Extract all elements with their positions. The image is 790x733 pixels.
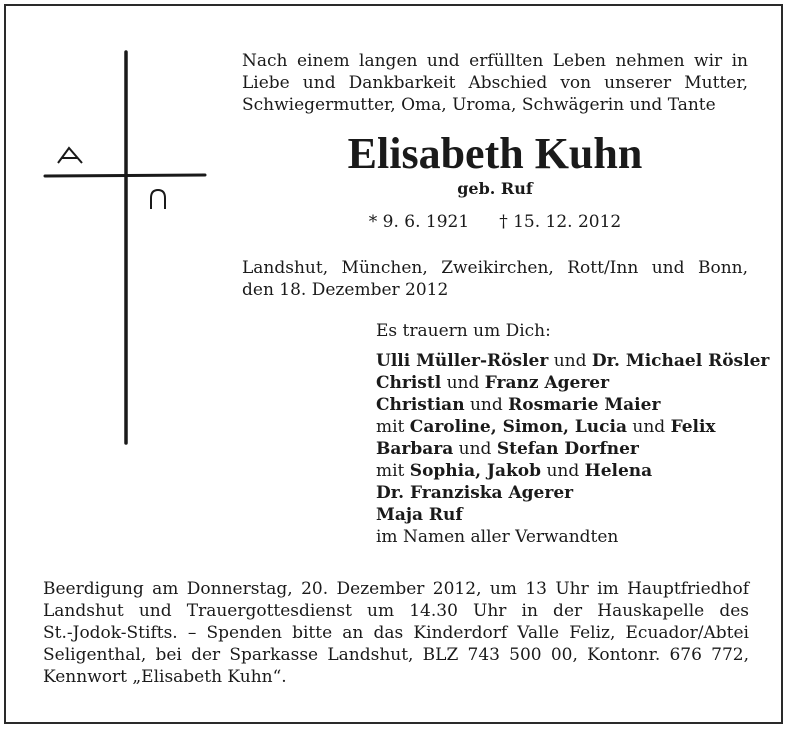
places-and-date [242,257,748,301]
mourner-connector: im Namen aller Verwandten [376,527,619,547]
mourner-name: Maja Ruf [376,505,463,525]
mourner-connector: mit [376,461,410,481]
omega-icon [151,190,165,209]
cross-symbol [0,0,240,470]
mourner-name: Sophia, Jakob [409,461,542,481]
date-line: den 18. Dezember 2012 [242,280,449,300]
intro-line: Liebe und Dankbarkeit Abschied von unserer Mutter, [242,73,748,93]
intro-text [242,50,748,116]
mourner-rows [376,350,770,548]
mourner-name: Dr. Michael Rösler [591,351,770,371]
mourner-connector: und [453,439,497,459]
places-line: Landshut, München, Zweikirchen, Rott/Inn und Bonn, [242,258,748,278]
mourner-name: Christian [376,395,465,415]
mourners-lead: Es trauern um Dich: [376,321,551,341]
mourner-connector: und [548,351,592,371]
mourner-connector: mit [376,417,410,437]
mourner-name: Ulli Müller-Rösler [376,351,549,371]
death-date: † 15. 12. 2012 [499,212,622,232]
mourners-list [376,320,770,548]
mourner-row [376,482,756,504]
funeral-line: Beerdigung am Donnerstag, 20. Dezember 2012, um 13 Uhr im Hauptfriedhof [43,579,749,599]
mourner-name: Caroline, Simon, Lucia [409,417,627,437]
mourner-name: Felix [670,417,716,437]
mourner-name: Franz Agerer [484,373,610,393]
intro-line: Nach einem langen und erfüllten Leben nehmen wir in [242,51,748,71]
funeral-line: Seligenthal, bei der Sparkasse Landshut, BLZ 743 500 00, Kontonr. 676 772, [43,645,749,665]
life-dates [242,211,748,233]
mourner-connector: und [626,417,671,437]
mourner-connector: und [541,461,585,481]
mourner-row [376,460,756,482]
mourner-row [376,526,756,548]
mourner-row [376,416,756,438]
deceased-name: Elisabeth Kuhn [347,129,643,178]
maiden-name: geb. Ruf [457,179,533,198]
mourner-row [376,394,756,416]
alpha-icon [58,148,82,163]
mourner-name: Helena [584,461,653,481]
funeral-line: St.-Jodok-Stifts. – Spenden bitte an das Kinderdorf Valle Feliz, Ecuador/Abtei [43,623,749,643]
mourner-row [376,350,770,372]
mourner-row [376,372,756,394]
mourner-name: Christl [376,373,442,393]
funeral-line: Kennwort „Elisabeth Kuhn“. [43,667,287,687]
funeral-line: Landshut und Trauergottesdienst um 14.30 Uhr in der Hauskapelle des [43,601,749,621]
mourner-row [376,504,756,526]
mourner-connector: und [464,395,509,415]
intro-line: Schwiegermutter, Oma, Uroma, Schwägerin und Tante [242,95,716,115]
funeral-details [43,578,749,688]
mourner-name: Stefan Dorfner [496,439,639,459]
mourner-row [376,438,756,460]
mourner-name: Dr. Franziska Agerer [376,483,574,503]
mourner-name: Barbara [376,439,454,459]
cross-horizontal-beam [45,175,205,176]
mourner-name: Rosmarie Maier [508,395,661,415]
mourner-connector: und [441,373,485,393]
birth-date: * 9. 6. 1921 [368,212,470,232]
